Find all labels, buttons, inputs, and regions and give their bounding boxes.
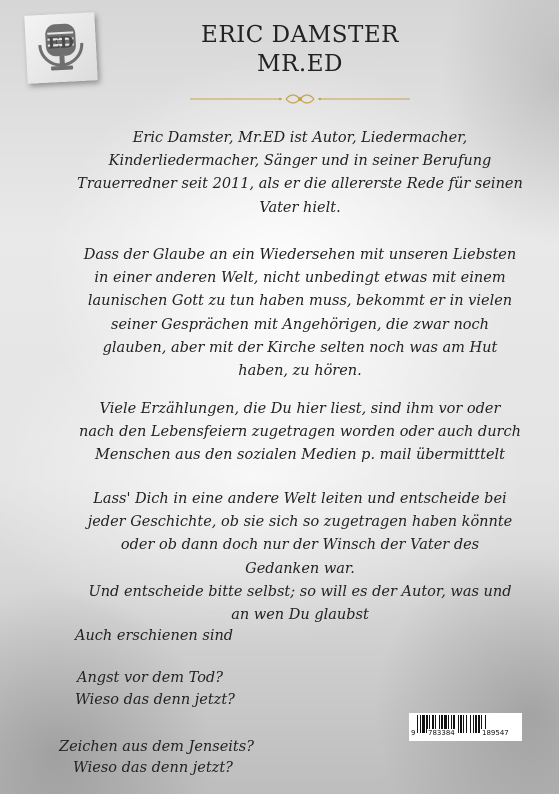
- barcode-group-left: 783384: [428, 729, 455, 737]
- author-pseudonym-title: MR.ED: [257, 51, 343, 77]
- barcode-group-right: 189547: [482, 729, 509, 737]
- also-published-heading: Auch erschienen sind: [75, 628, 234, 644]
- ornament-divider: [190, 91, 410, 107]
- book-title: Angst vor dem Tod?: [77, 670, 223, 686]
- text-line: launischen Gott zu tun haben muss, bekommt er in vielen: [87, 293, 513, 310]
- text-line: nach den Lebensfeiern zugetragen worden oder auch durch: [79, 424, 521, 441]
- text-line: Vater hielt.: [259, 199, 341, 216]
- text-line: Gedanken war.: [245, 560, 355, 577]
- isbn-barcode: [409, 713, 522, 741]
- text-line: glauben, aber mit der Kirche selten noch was am Hut: [102, 339, 498, 356]
- microphone-monogram-icon: [24, 12, 97, 84]
- text-line: haben, zu hören.: [238, 363, 362, 380]
- text-line: Viele Erzählungen, die Du hier liest, sind ihm vor oder: [99, 401, 501, 417]
- text-line: Trauerredner seit 2011, als er die allererste Rede für seinen: [77, 176, 523, 193]
- text-line: Kinderliedermacher, Sänger und in seiner Berufung: [108, 153, 492, 170]
- text-line: jeder Geschichte, ob sie sich so zugetragen haben könnte: [87, 514, 513, 531]
- stories-paragraph: [72, 398, 528, 468]
- text-line: seiner Gesprächen mit Angehörigen, die zwar noch: [111, 316, 489, 333]
- book-subtitle: Wieso das denn jetzt?: [75, 692, 235, 708]
- text-line: Lass' Dich in eine andere Welt leiten und entscheide bei: [93, 491, 507, 507]
- author-name-title: ERIC DAMSTER: [201, 22, 399, 48]
- belief-paragraph: [72, 244, 528, 383]
- svg-text:ED: ED: [47, 32, 75, 53]
- text-line: Und entscheide bitte selbst; so will es der Autor, was und: [88, 583, 512, 600]
- text-line: Dass der Glaube an ein Wiedersehen mit unseren Liebsten: [83, 247, 517, 263]
- text-line: oder ob dann doch nur der Winsch der Vater des: [120, 537, 480, 554]
- text-line: in einer anderen Welt, nicht unbedingt etwas mit einem: [94, 270, 506, 287]
- book-title: Zeichen aus dem Jenseits?: [59, 739, 254, 755]
- book-subtitle: Wieso das denn jetzt?: [73, 760, 233, 776]
- text-line: Menschen aus den sozialen Medien p. mail übermitttelt: [94, 447, 505, 464]
- text-line: Eric Damster, Mr.ED ist Autor, Liedermacher,: [132, 130, 468, 146]
- barcode-digit-first: 9: [411, 729, 416, 737]
- text-line: an wen Du glaubst: [231, 607, 369, 624]
- bio-paragraph: [72, 127, 528, 220]
- invitation-paragraph: [72, 488, 528, 627]
